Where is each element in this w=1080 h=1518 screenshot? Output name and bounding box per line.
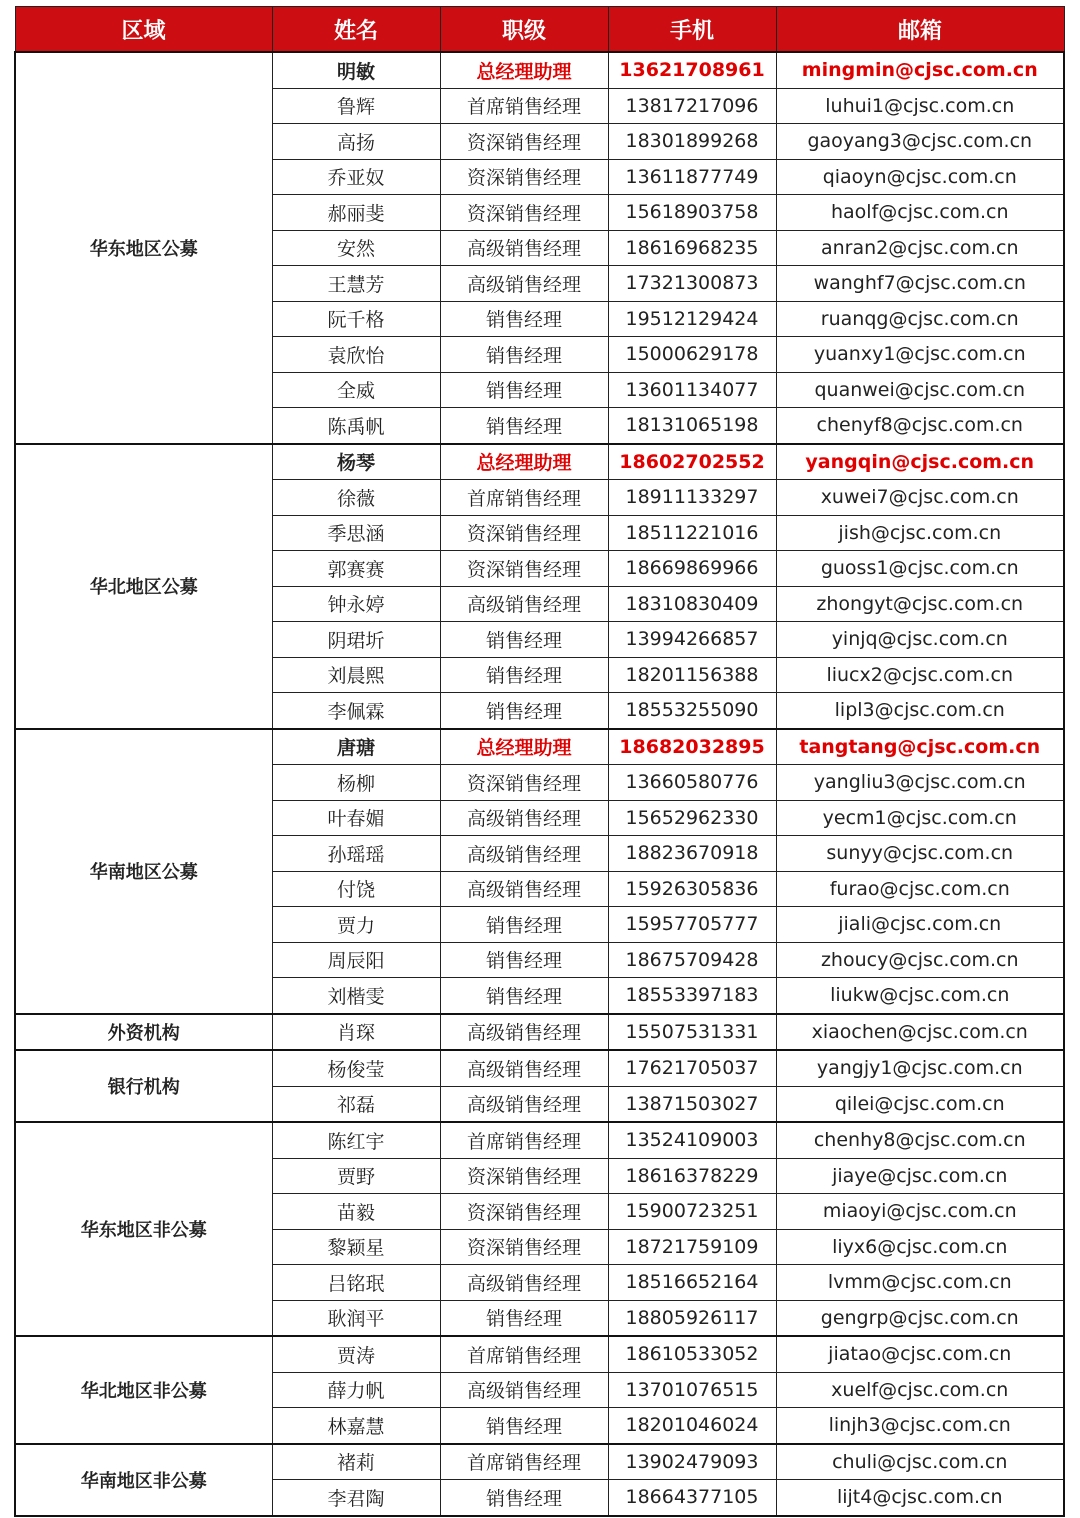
name-cell: 吕铭珉 — [272, 1265, 440, 1301]
email-cell[interactable]: mingmin@cjsc.com.cn — [776, 52, 1064, 88]
email-cell[interactable]: qilei@cjsc.com.cn — [776, 1086, 1064, 1122]
title-cell: 高级销售经理 — [440, 266, 608, 302]
email-cell[interactable]: xuwei7@cjsc.com.cn — [776, 480, 1064, 516]
email-cell[interactable]: quanwei@cjsc.com.cn — [776, 372, 1064, 408]
title-cell: 资深销售经理 — [440, 1158, 608, 1194]
region-cell: 华东地区公募 — [15, 52, 272, 444]
title-cell: 总经理助理 — [440, 52, 608, 88]
name-cell: 贾涛 — [272, 1336, 440, 1372]
title-cell: 总经理助理 — [440, 444, 608, 480]
name-cell: 肖琛 — [272, 1014, 440, 1051]
phone-cell[interactable]: 13611877749 — [608, 159, 776, 195]
email-cell[interactable]: jish@cjsc.com.cn — [776, 515, 1064, 551]
table-row — [15, 1122, 1064, 1158]
phone-cell[interactable]: 15900723251 — [608, 1194, 776, 1230]
email-cell[interactable]: lijt4@cjsc.com.cn — [776, 1480, 1064, 1516]
title-cell: 销售经理 — [440, 907, 608, 943]
title-cell: 销售经理 — [440, 1480, 608, 1516]
phone-cell[interactable]: 18310830409 — [608, 586, 776, 622]
title-cell: 销售经理 — [440, 693, 608, 729]
name-cell: 季思涵 — [272, 515, 440, 551]
phone-cell[interactable]: 18610533052 — [608, 1336, 776, 1372]
email-cell[interactable]: sunyy@cjsc.com.cn — [776, 836, 1064, 872]
name-cell: 付饶 — [272, 871, 440, 907]
phone-cell[interactable]: 13660580776 — [608, 765, 776, 801]
phone-cell[interactable]: 18911133297 — [608, 480, 776, 516]
title-cell: 高级销售经理 — [440, 1014, 608, 1051]
phone-cell[interactable]: 18201046024 — [608, 1408, 776, 1444]
email-cell[interactable]: haolf@cjsc.com.cn — [776, 195, 1064, 231]
header-region: 区域 — [15, 7, 272, 53]
email-cell[interactable]: luhui1@cjsc.com.cn — [776, 88, 1064, 124]
title-cell: 高级销售经理 — [440, 871, 608, 907]
phone-cell[interactable]: 18602702552 — [608, 444, 776, 480]
name-cell: 刘晨熙 — [272, 657, 440, 693]
table-row — [15, 52, 1064, 88]
email-cell[interactable]: ruanqg@cjsc.com.cn — [776, 301, 1064, 337]
title-cell: 销售经理 — [440, 622, 608, 658]
name-cell: 刘楷雯 — [272, 978, 440, 1014]
name-cell: 王慧芳 — [272, 266, 440, 302]
email-cell[interactable]: yuanxy1@cjsc.com.cn — [776, 337, 1064, 373]
email-cell[interactable]: yinjq@cjsc.com.cn — [776, 622, 1064, 658]
name-cell: 薛力帆 — [272, 1372, 440, 1408]
name-cell: 阮千格 — [272, 301, 440, 337]
title-cell: 首席销售经理 — [440, 88, 608, 124]
phone-cell[interactable]: 13621708961 — [608, 52, 776, 88]
table-row — [15, 729, 1064, 765]
email-cell[interactable]: chuli@cjsc.com.cn — [776, 1444, 1064, 1480]
email-cell[interactable]: yangjy1@cjsc.com.cn — [776, 1050, 1064, 1086]
email-cell[interactable]: yecm1@cjsc.com.cn — [776, 800, 1064, 836]
phone-cell[interactable]: 18823670918 — [608, 836, 776, 872]
name-cell: 叶春媚 — [272, 800, 440, 836]
region-cell: 华北地区非公募 — [15, 1336, 272, 1444]
title-cell: 销售经理 — [440, 942, 608, 978]
name-cell: 徐薇 — [272, 480, 440, 516]
name-cell: 郝丽斐 — [272, 195, 440, 231]
name-cell: 鲁辉 — [272, 88, 440, 124]
phone-cell[interactable]: 13524109003 — [608, 1122, 776, 1158]
header-title: 职级 — [440, 7, 608, 53]
header-name: 姓名 — [272, 7, 440, 53]
email-cell[interactable]: yangliu3@cjsc.com.cn — [776, 765, 1064, 801]
name-cell: 唐瑭 — [272, 729, 440, 765]
email-cell[interactable]: xiaochen@cjsc.com.cn — [776, 1014, 1064, 1051]
phone-cell[interactable]: 18511221016 — [608, 515, 776, 551]
title-cell: 首席销售经理 — [440, 1122, 608, 1158]
phone-cell[interactable]: 15652962330 — [608, 800, 776, 836]
title-cell: 总经理助理 — [440, 729, 608, 765]
title-cell: 高级销售经理 — [440, 1050, 608, 1086]
title-cell: 高级销售经理 — [440, 1372, 608, 1408]
phone-cell[interactable]: 13817217096 — [608, 88, 776, 124]
name-cell: 杨俊莹 — [272, 1050, 440, 1086]
name-cell: 李君陶 — [272, 1480, 440, 1516]
table-row — [15, 1444, 1064, 1480]
phone-cell[interactable]: 15507531331 — [608, 1014, 776, 1051]
header-row — [15, 7, 1064, 53]
table-row — [15, 1014, 1064, 1051]
title-cell: 销售经理 — [440, 408, 608, 444]
phone-cell[interactable]: 18201156388 — [608, 657, 776, 693]
region-cell: 华南地区非公募 — [15, 1444, 272, 1516]
title-cell: 资深销售经理 — [440, 195, 608, 231]
email-cell[interactable]: linjh3@cjsc.com.cn — [776, 1408, 1064, 1444]
name-cell: 全威 — [272, 372, 440, 408]
phone-cell[interactable]: 13994266857 — [608, 622, 776, 658]
email-cell[interactable]: qiaoyn@cjsc.com.cn — [776, 159, 1064, 195]
table-row — [15, 1050, 1064, 1086]
phone-cell[interactable]: 18516652164 — [608, 1265, 776, 1301]
name-cell: 耿润平 — [272, 1300, 440, 1336]
email-cell[interactable]: gaoyang3@cjsc.com.cn — [776, 124, 1064, 160]
title-cell: 资深销售经理 — [440, 1229, 608, 1265]
phone-cell[interactable]: 15000629178 — [608, 337, 776, 373]
title-cell: 资深销售经理 — [440, 1194, 608, 1230]
title-cell: 首席销售经理 — [440, 1444, 608, 1480]
email-cell[interactable]: chenyf8@cjsc.com.cn — [776, 408, 1064, 444]
phone-cell[interactable]: 18553255090 — [608, 693, 776, 729]
email-cell[interactable]: wanghf7@cjsc.com.cn — [776, 266, 1064, 302]
title-cell: 资深销售经理 — [440, 159, 608, 195]
contact-table — [14, 6, 1065, 1517]
email-cell[interactable]: jiali@cjsc.com.cn — [776, 907, 1064, 943]
name-cell: 阴珺圻 — [272, 622, 440, 658]
name-cell: 陈红宇 — [272, 1122, 440, 1158]
phone-cell[interactable]: 17621705037 — [608, 1050, 776, 1086]
phone-cell[interactable]: 18721759109 — [608, 1229, 776, 1265]
name-cell: 李佩霖 — [272, 693, 440, 729]
title-cell: 销售经理 — [440, 978, 608, 1014]
name-cell: 贾力 — [272, 907, 440, 943]
email-cell[interactable]: yangqin@cjsc.com.cn — [776, 444, 1064, 480]
email-cell[interactable]: gengrp@cjsc.com.cn — [776, 1300, 1064, 1336]
title-cell: 高级销售经理 — [440, 1265, 608, 1301]
name-cell: 林嘉慧 — [272, 1408, 440, 1444]
phone-cell[interactable]: 18616378229 — [608, 1158, 776, 1194]
title-cell: 高级销售经理 — [440, 1086, 608, 1122]
phone-cell[interactable]: 13701076515 — [608, 1372, 776, 1408]
region-cell: 银行机构 — [15, 1050, 272, 1122]
name-cell: 贾野 — [272, 1158, 440, 1194]
title-cell: 资深销售经理 — [440, 515, 608, 551]
title-cell: 销售经理 — [440, 301, 608, 337]
region-cell: 华东地区非公募 — [15, 1122, 272, 1336]
email-cell[interactable]: jiaye@cjsc.com.cn — [776, 1158, 1064, 1194]
phone-cell[interactable]: 18669869966 — [608, 551, 776, 587]
name-cell: 祁磊 — [272, 1086, 440, 1122]
phone-cell[interactable]: 13871503027 — [608, 1086, 776, 1122]
email-cell[interactable]: lipl3@cjsc.com.cn — [776, 693, 1064, 729]
phone-cell[interactable]: 13601134077 — [608, 372, 776, 408]
phone-cell[interactable]: 18682032895 — [608, 729, 776, 765]
region-cell: 华南地区公募 — [15, 729, 272, 1014]
header-phone: 手机 — [608, 7, 776, 53]
title-cell: 销售经理 — [440, 1300, 608, 1336]
name-cell: 钟永婷 — [272, 586, 440, 622]
email-cell[interactable]: guoss1@cjsc.com.cn — [776, 551, 1064, 587]
email-cell[interactable]: zhoucy@cjsc.com.cn — [776, 942, 1064, 978]
name-cell: 杨琴 — [272, 444, 440, 480]
phone-cell[interactable]: 18301899268 — [608, 124, 776, 160]
email-cell[interactable]: miaoyi@cjsc.com.cn — [776, 1194, 1064, 1230]
title-cell: 高级销售经理 — [440, 586, 608, 622]
email-cell[interactable]: jiatao@cjsc.com.cn — [776, 1336, 1064, 1372]
name-cell: 周辰阳 — [272, 942, 440, 978]
title-cell: 高级销售经理 — [440, 836, 608, 872]
phone-cell[interactable]: 15957705777 — [608, 907, 776, 943]
email-cell[interactable]: zhongyt@cjsc.com.cn — [776, 586, 1064, 622]
phone-cell[interactable]: 18664377105 — [608, 1480, 776, 1516]
name-cell: 孙瑶瑶 — [272, 836, 440, 872]
phone-cell[interactable]: 18805926117 — [608, 1300, 776, 1336]
title-cell: 销售经理 — [440, 1408, 608, 1444]
name-cell: 苗毅 — [272, 1194, 440, 1230]
region-cell: 华北地区公募 — [15, 444, 272, 729]
phone-cell[interactable]: 15618903758 — [608, 195, 776, 231]
title-cell: 销售经理 — [440, 372, 608, 408]
phone-cell[interactable]: 13902479093 — [608, 1444, 776, 1480]
title-cell: 资深销售经理 — [440, 551, 608, 587]
name-cell: 袁欣怡 — [272, 337, 440, 373]
table-body — [15, 52, 1064, 1516]
email-cell[interactable]: liukw@cjsc.com.cn — [776, 978, 1064, 1014]
table-row — [15, 1336, 1064, 1372]
name-cell: 郭赛赛 — [272, 551, 440, 587]
email-cell[interactable]: furao@cjsc.com.cn — [776, 871, 1064, 907]
header-email: 邮箱 — [776, 7, 1064, 53]
title-cell: 资深销售经理 — [440, 765, 608, 801]
name-cell: 乔亚奴 — [272, 159, 440, 195]
phone-cell[interactable]: 19512129424 — [608, 301, 776, 337]
email-cell[interactable]: xuelf@cjsc.com.cn — [776, 1372, 1064, 1408]
phone-cell[interactable]: 15926305836 — [608, 871, 776, 907]
name-cell: 杨柳 — [272, 765, 440, 801]
email-cell[interactable]: liucx2@cjsc.com.cn — [776, 657, 1064, 693]
email-cell[interactable]: chenhy8@cjsc.com.cn — [776, 1122, 1064, 1158]
name-cell: 高扬 — [272, 124, 440, 160]
name-cell: 明敏 — [272, 52, 440, 88]
title-cell: 销售经理 — [440, 337, 608, 373]
email-cell[interactable]: lvmm@cjsc.com.cn — [776, 1265, 1064, 1301]
email-cell[interactable]: liyx6@cjsc.com.cn — [776, 1229, 1064, 1265]
name-cell: 褚莉 — [272, 1444, 440, 1480]
phone-cell[interactable]: 18553397183 — [608, 978, 776, 1014]
name-cell: 安然 — [272, 230, 440, 266]
region-cell: 外资机构 — [15, 1014, 272, 1051]
phone-cell[interactable]: 18131065198 — [608, 408, 776, 444]
phone-cell[interactable]: 17321300873 — [608, 266, 776, 302]
title-cell: 高级销售经理 — [440, 230, 608, 266]
title-cell: 首席销售经理 — [440, 480, 608, 516]
email-cell[interactable]: anran2@cjsc.com.cn — [776, 230, 1064, 266]
phone-cell[interactable]: 18616968235 — [608, 230, 776, 266]
title-cell: 高级销售经理 — [440, 800, 608, 836]
name-cell: 陈禹帆 — [272, 408, 440, 444]
table-row — [15, 444, 1064, 480]
title-cell: 资深销售经理 — [440, 124, 608, 160]
title-cell: 销售经理 — [440, 657, 608, 693]
phone-cell[interactable]: 18675709428 — [608, 942, 776, 978]
email-cell[interactable]: tangtang@cjsc.com.cn — [776, 729, 1064, 765]
title-cell: 首席销售经理 — [440, 1336, 608, 1372]
name-cell: 黎颖星 — [272, 1229, 440, 1265]
